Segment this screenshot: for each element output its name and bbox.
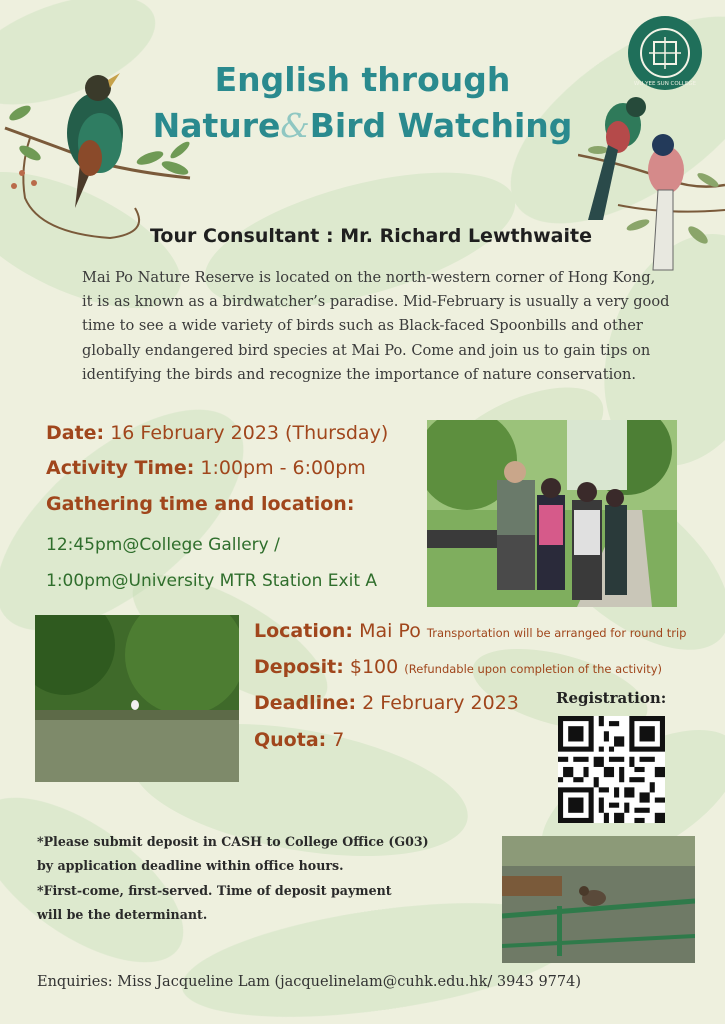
time-label: Activity Time: <box>46 457 195 479</box>
deposit-row <box>254 656 662 678</box>
deadline-value: 2 February 2023 <box>362 692 519 714</box>
date-label: Date: <box>46 422 105 444</box>
intro-line: Mai Po Nature Reserve is located on the north-western corner of Hong Kong, <box>82 269 656 286</box>
intro-line: time to see a wide variety of birds such as Black-faced Spoonbills and other <box>82 317 643 335</box>
enquiries-footer: Enquiries: Miss Jacqueline Lam (jacquelinelam@cuhk.edu.hk/ 3943 9774) <box>37 974 581 990</box>
quota-value: 7 <box>332 729 345 751</box>
note-line: by application deadline within office hours. <box>37 858 344 874</box>
gathering-line-1: 12:45pm@College Gallery / <box>46 535 280 555</box>
qr-code[interactable] <box>558 716 665 823</box>
deposit-note: (Refundable upon completion of the activity) <box>404 662 663 676</box>
location-value: Mai Po <box>359 620 421 642</box>
tour-consultant: Tour Consultant : Mr. Richard Lewthwaite <box>150 225 592 247</box>
intro-paragraph <box>82 266 694 387</box>
title-word-nature: Nature <box>152 106 281 145</box>
logo-text: WU YEE SUN COLLEGE <box>633 81 697 87</box>
time-value: 1:00pm - 6:00pm <box>200 457 366 479</box>
pond-photo <box>35 615 239 782</box>
page-title-line2 <box>0 106 725 145</box>
deadline-row <box>254 692 519 714</box>
intro-line: it is as known as a birdwatcher’s paradise. Mid-February is usually a very good <box>82 293 670 311</box>
time-row <box>46 457 366 479</box>
bird-on-railing-photo <box>502 836 695 963</box>
date-value: 16 February 2023 (Thursday) <box>110 422 389 444</box>
quota-label: Quota: <box>254 729 327 751</box>
location-note: Transportation will be arranged for round trip <box>426 626 687 640</box>
note-line: *First-come, first-served. Time of deposit payment <box>37 882 392 898</box>
location-label: Location: <box>254 620 354 642</box>
deposit-notes <box>37 830 437 928</box>
quota-row <box>254 729 344 751</box>
gathering-line-2: 1:00pm@University MTR Station Exit A <box>46 571 378 591</box>
title-word-bird-watching: Bird Watching <box>309 106 573 145</box>
location-row <box>254 620 686 642</box>
birdwatchers-photo <box>427 420 677 607</box>
date-row <box>46 422 388 444</box>
registration-label: Registration: <box>556 689 667 707</box>
note-line: will be the determinant. <box>37 907 208 923</box>
deposit-label: Deposit: <box>254 656 344 678</box>
title-ampersand: & <box>280 106 310 145</box>
gathering-label: Gathering time and location: <box>46 493 355 515</box>
intro-line: globally endangered bird species at Mai Po. Come and join us to gain tips on <box>82 341 651 359</box>
intro-line: identifying the birds and recognize the importance of nature conservation. <box>82 365 637 383</box>
page-title-line1: English through <box>214 60 511 99</box>
note-line: *Please submit deposit in CASH to College Office (G03) <box>37 834 429 849</box>
deadline-label: Deadline: <box>254 692 357 714</box>
gathering-row <box>46 493 354 515</box>
deposit-value: $100 <box>349 656 399 678</box>
